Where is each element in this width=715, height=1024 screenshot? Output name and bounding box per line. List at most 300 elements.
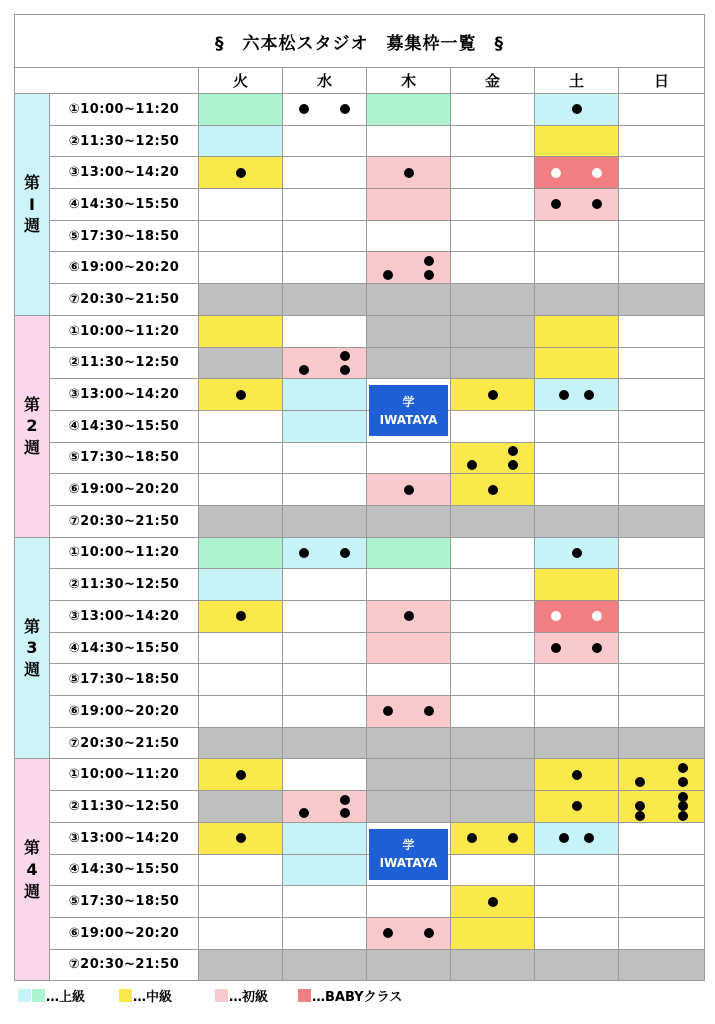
day-header: 木 xyxy=(367,68,451,94)
table-row xyxy=(15,284,705,316)
iwataya-badge xyxy=(369,829,448,880)
day-header: 土 xyxy=(535,68,619,94)
time-slot: ②11:30~12:50 xyxy=(50,791,199,823)
time-slot: ④14:30~15:50 xyxy=(50,854,199,886)
availability-dot xyxy=(424,928,434,938)
availability-dot xyxy=(340,351,350,361)
schedule-cell xyxy=(199,379,283,411)
time-slot: ⑦20:30~21:50 xyxy=(50,727,199,759)
schedule-cell xyxy=(367,664,451,696)
availability-dot xyxy=(236,611,246,621)
availability-dot xyxy=(340,365,350,375)
week-label xyxy=(15,94,50,316)
schedule-body xyxy=(15,94,705,981)
schedule-cell xyxy=(619,410,705,442)
availability-dot xyxy=(488,390,498,400)
week-label-char: 第 xyxy=(23,616,40,636)
schedule-cell xyxy=(535,569,619,601)
schedule-cell xyxy=(535,442,619,474)
schedule-cell xyxy=(199,94,283,126)
table-row xyxy=(15,759,705,791)
availability-dot xyxy=(299,104,309,114)
schedule-cell xyxy=(619,94,705,126)
availability-dot xyxy=(299,365,309,375)
day-header-row xyxy=(15,68,705,94)
schedule-cell xyxy=(367,347,451,379)
week-label-char: 3 xyxy=(26,638,38,658)
day-header: 火 xyxy=(199,68,283,94)
badge-line: IWATAYA xyxy=(379,856,438,871)
badge-line: IWATAYA xyxy=(379,412,438,427)
time-slot: ②11:30~12:50 xyxy=(50,125,199,157)
availability-dot xyxy=(551,199,561,209)
availability-dot xyxy=(551,168,561,178)
time-slot: ⑥19:00~20:20 xyxy=(50,696,199,728)
schedule-cell xyxy=(451,410,535,442)
table-row xyxy=(15,474,705,506)
availability-dot xyxy=(299,808,309,818)
table-row xyxy=(15,379,705,411)
schedule-cell xyxy=(283,759,367,791)
schedule-cell xyxy=(619,917,705,949)
schedule-cell xyxy=(535,189,619,221)
schedule-cell xyxy=(283,822,367,854)
week-label xyxy=(15,537,50,759)
schedule-cell xyxy=(199,220,283,252)
schedule-cell xyxy=(451,727,535,759)
availability-dot xyxy=(404,611,414,621)
schedule-cell xyxy=(451,822,535,854)
schedule-cell xyxy=(619,220,705,252)
schedule-cell xyxy=(451,220,535,252)
schedule-cell xyxy=(199,505,283,537)
schedule-cell xyxy=(451,917,535,949)
schedule-cell xyxy=(619,696,705,728)
badge-line: 学 xyxy=(402,838,415,853)
schedule-cell xyxy=(367,537,451,569)
availability-dot xyxy=(340,548,350,558)
schedule-cell xyxy=(535,949,619,981)
week-label-char: 週 xyxy=(23,438,40,458)
schedule-cell xyxy=(619,442,705,474)
week-label-char: 週 xyxy=(23,216,40,236)
schedule-cell xyxy=(451,886,535,918)
schedule-cell xyxy=(199,315,283,347)
week-label-char: 週 xyxy=(23,881,40,901)
schedule-cell xyxy=(367,220,451,252)
schedule-cell xyxy=(283,917,367,949)
availability-dot xyxy=(488,897,498,907)
schedule-cell xyxy=(367,886,451,918)
schedule-cell xyxy=(283,569,367,601)
schedule-cell xyxy=(283,664,367,696)
table-row xyxy=(15,94,705,126)
schedule-cell xyxy=(451,632,535,664)
schedule-cell xyxy=(535,917,619,949)
day-header: 金 xyxy=(451,68,535,94)
iwataya-badge xyxy=(369,385,448,436)
schedule-cell xyxy=(535,601,619,633)
schedule-cell xyxy=(619,157,705,189)
week-label-char: 4 xyxy=(26,860,38,880)
time-slot: ⑥19:00~20:20 xyxy=(50,917,199,949)
schedule-cell xyxy=(535,284,619,316)
table-row xyxy=(15,252,705,284)
schedule-cell xyxy=(451,252,535,284)
availability-dot xyxy=(383,270,393,280)
time-slot: ⑦20:30~21:50 xyxy=(50,284,199,316)
availability-dot xyxy=(592,199,602,209)
table-row xyxy=(15,569,705,601)
schedule-cell xyxy=(619,854,705,886)
schedule-cell xyxy=(199,632,283,664)
schedule-cell xyxy=(451,157,535,189)
schedule-cell xyxy=(451,854,535,886)
table-row xyxy=(15,189,705,221)
day-header: 日 xyxy=(619,68,705,94)
availability-dot xyxy=(592,643,602,653)
schedule-cell xyxy=(367,632,451,664)
table-row xyxy=(15,632,705,664)
availability-dot xyxy=(559,390,569,400)
availability-dot xyxy=(678,792,688,802)
schedule-cell xyxy=(283,854,367,886)
week-label-char: 2 xyxy=(26,416,38,436)
table-row xyxy=(15,125,705,157)
schedule-cell xyxy=(283,347,367,379)
time-slot: ⑤17:30~18:50 xyxy=(50,886,199,918)
schedule-cell xyxy=(451,569,535,601)
table-row xyxy=(15,696,705,728)
schedule-cell xyxy=(535,854,619,886)
schedule-cell xyxy=(451,94,535,126)
schedule-cell xyxy=(283,220,367,252)
schedule-cell xyxy=(199,759,283,791)
schedule-cell xyxy=(535,94,619,126)
legend-item-baby xyxy=(298,986,402,1005)
time-slot: ①10:00~11:20 xyxy=(50,537,199,569)
schedule-cell xyxy=(619,189,705,221)
schedule-cell xyxy=(451,315,535,347)
schedule-cell xyxy=(619,569,705,601)
schedule-cell xyxy=(283,252,367,284)
schedule-cell xyxy=(619,727,705,759)
availability-dot xyxy=(635,811,645,821)
week-label-char: 週 xyxy=(23,659,40,679)
table-row xyxy=(15,157,705,189)
table-row xyxy=(15,727,705,759)
time-slot: ②11:30~12:50 xyxy=(50,347,199,379)
schedule-cell xyxy=(619,315,705,347)
schedule-cell xyxy=(619,949,705,981)
schedule-cell xyxy=(535,157,619,189)
schedule-table xyxy=(14,14,705,981)
schedule-cell xyxy=(367,442,451,474)
schedule-cell xyxy=(199,727,283,759)
schedule-cell xyxy=(283,315,367,347)
time-slot: ①10:00~11:20 xyxy=(50,94,199,126)
schedule-cell xyxy=(367,157,451,189)
table-row xyxy=(15,949,705,981)
schedule-cell xyxy=(451,347,535,379)
schedule-cell xyxy=(535,379,619,411)
schedule-cell xyxy=(535,759,619,791)
table-row xyxy=(15,664,705,696)
week-label-char: 第 xyxy=(23,394,40,414)
schedule-cell xyxy=(619,822,705,854)
time-slot: ②11:30~12:50 xyxy=(50,569,199,601)
table-row xyxy=(15,220,705,252)
schedule-cell xyxy=(199,917,283,949)
schedule-cell xyxy=(283,410,367,442)
schedule-cell xyxy=(283,125,367,157)
availability-dot xyxy=(635,801,645,811)
schedule-cell xyxy=(199,252,283,284)
availability-dot xyxy=(572,104,582,114)
schedule-cell xyxy=(283,537,367,569)
schedule-cell xyxy=(451,759,535,791)
availability-dot xyxy=(572,770,582,780)
schedule-cell xyxy=(619,505,705,537)
schedule-cell xyxy=(619,347,705,379)
schedule-cell xyxy=(283,601,367,633)
schedule-cell xyxy=(199,886,283,918)
schedule-cell xyxy=(283,727,367,759)
legend-item-advanced xyxy=(18,986,85,1005)
schedule-cell xyxy=(367,759,451,791)
schedule-cell xyxy=(367,696,451,728)
time-slot: ①10:00~11:20 xyxy=(50,315,199,347)
availability-dot xyxy=(236,390,246,400)
schedule-cell xyxy=(535,252,619,284)
availability-dot xyxy=(678,801,688,811)
availability-dot xyxy=(467,460,477,470)
schedule-cell xyxy=(283,632,367,664)
availability-dot xyxy=(424,256,434,266)
availability-dot xyxy=(592,168,602,178)
schedule-cell xyxy=(535,410,619,442)
time-slot: ⑦20:30~21:50 xyxy=(50,505,199,537)
availability-dot xyxy=(508,833,518,843)
schedule-cell xyxy=(535,822,619,854)
schedule-cell xyxy=(619,125,705,157)
time-slot: ⑤17:30~18:50 xyxy=(50,664,199,696)
availability-dot xyxy=(236,168,246,178)
legend-swatch xyxy=(18,989,31,1002)
table-row xyxy=(15,917,705,949)
time-slot: ④14:30~15:50 xyxy=(50,189,199,221)
schedule-cell xyxy=(283,442,367,474)
availability-dot xyxy=(488,485,498,495)
schedule-cell xyxy=(535,537,619,569)
schedule-cell xyxy=(619,664,705,696)
schedule-cell xyxy=(283,379,367,411)
availability-dot xyxy=(404,168,414,178)
schedule-cell xyxy=(283,696,367,728)
legend-label: …上級 xyxy=(46,990,86,1005)
time-slot: ⑤17:30~18:50 xyxy=(50,442,199,474)
schedule-cell xyxy=(619,759,705,791)
table-row xyxy=(15,410,705,442)
availability-dot xyxy=(340,795,350,805)
schedule-cell xyxy=(367,727,451,759)
availability-dot xyxy=(299,548,309,558)
time-slot: ④14:30~15:50 xyxy=(50,410,199,442)
corner-cell xyxy=(15,68,199,94)
schedule-cell xyxy=(199,442,283,474)
schedule-cell xyxy=(451,664,535,696)
availability-dot xyxy=(572,801,582,811)
schedule-cell xyxy=(199,189,283,221)
time-slot: ①10:00~11:20 xyxy=(50,759,199,791)
availability-dot xyxy=(340,808,350,818)
schedule-cell xyxy=(451,474,535,506)
schedule-cell xyxy=(451,601,535,633)
schedule-cell xyxy=(535,664,619,696)
schedule-cell xyxy=(367,569,451,601)
availability-dot xyxy=(584,833,594,843)
week-label xyxy=(15,315,50,537)
legend-label: …初級 xyxy=(229,990,269,1005)
week-label-char: 第 xyxy=(23,838,40,858)
table-row xyxy=(15,442,705,474)
week-label xyxy=(15,759,50,981)
legend-label: …BABYクラス xyxy=(312,990,403,1005)
availability-dot xyxy=(559,833,569,843)
table-row xyxy=(15,791,705,823)
availability-dot xyxy=(678,763,688,773)
legend-swatch xyxy=(298,989,311,1002)
schedule-cell xyxy=(199,664,283,696)
schedule-cell xyxy=(451,949,535,981)
schedule-cell xyxy=(535,791,619,823)
schedule-cell xyxy=(619,474,705,506)
schedule-cell xyxy=(367,379,451,427)
legend-item-intermediate xyxy=(119,986,172,1005)
schedule-cell xyxy=(199,854,283,886)
schedule-cell xyxy=(535,474,619,506)
schedule-cell xyxy=(619,601,705,633)
schedule-cell xyxy=(535,315,619,347)
schedule-cell xyxy=(451,379,535,411)
schedule-cell xyxy=(283,94,367,126)
time-slot: ⑤17:30~18:50 xyxy=(50,220,199,252)
schedule-cell xyxy=(367,315,451,347)
availability-dot xyxy=(424,706,434,716)
time-slot: ③13:00~14:20 xyxy=(50,601,199,633)
schedule-cell xyxy=(199,696,283,728)
schedule-cell xyxy=(199,284,283,316)
schedule-cell xyxy=(619,791,705,823)
schedule-cell xyxy=(283,949,367,981)
schedule-cell xyxy=(283,505,367,537)
schedule-cell xyxy=(283,189,367,221)
schedule-cell xyxy=(619,886,705,918)
legend-label: …中級 xyxy=(133,990,173,1005)
availability-dot xyxy=(592,611,602,621)
legend-swatch xyxy=(32,989,45,1002)
schedule-cell xyxy=(619,537,705,569)
schedule-cell xyxy=(199,410,283,442)
time-slot: ③13:00~14:20 xyxy=(50,379,199,411)
legend-swatch xyxy=(215,989,228,1002)
schedule-cell xyxy=(199,791,283,823)
schedule-cell xyxy=(199,537,283,569)
schedule-cell xyxy=(367,252,451,284)
schedule-cell xyxy=(535,696,619,728)
legend-swatch xyxy=(119,989,132,1002)
schedule-cell xyxy=(199,347,283,379)
schedule-cell xyxy=(367,94,451,126)
schedule-cell xyxy=(451,125,535,157)
schedule-cell xyxy=(283,886,367,918)
day-header: 水 xyxy=(283,68,367,94)
schedule-cell xyxy=(283,474,367,506)
schedule-cell xyxy=(199,949,283,981)
schedule-cell xyxy=(283,791,367,823)
schedule-cell xyxy=(619,252,705,284)
availability-dot xyxy=(508,446,518,456)
time-slot: ③13:00~14:20 xyxy=(50,822,199,854)
schedule-cell xyxy=(283,157,367,189)
availability-dot xyxy=(508,460,518,470)
schedule-cell xyxy=(367,822,451,871)
schedule-cell xyxy=(619,284,705,316)
table-row xyxy=(15,347,705,379)
availability-dot xyxy=(340,104,350,114)
schedule-cell xyxy=(367,125,451,157)
schedule-cell xyxy=(451,537,535,569)
schedule-cell xyxy=(367,474,451,506)
availability-dot xyxy=(635,777,645,787)
time-slot: ③13:00~14:20 xyxy=(50,157,199,189)
week-label-char: 第 xyxy=(23,173,40,193)
availability-dot xyxy=(236,833,246,843)
schedule-cell xyxy=(451,284,535,316)
time-slot: ⑥19:00~20:20 xyxy=(50,252,199,284)
schedule-cell xyxy=(367,189,451,221)
schedule-cell xyxy=(535,125,619,157)
availability-dot xyxy=(383,706,393,716)
time-slot: ⑥19:00~20:20 xyxy=(50,474,199,506)
time-slot: ④14:30~15:50 xyxy=(50,632,199,664)
schedule-cell xyxy=(367,505,451,537)
schedule-cell xyxy=(367,791,451,823)
schedule-cell xyxy=(619,632,705,664)
availability-dot xyxy=(236,770,246,780)
schedule-cell xyxy=(535,220,619,252)
week-label-char: Ⅰ xyxy=(29,194,35,214)
availability-dot xyxy=(584,390,594,400)
schedule-cell xyxy=(451,442,535,474)
table-row xyxy=(15,601,705,633)
availability-dot xyxy=(572,548,582,558)
badge-line: 学 xyxy=(402,394,415,409)
schedule-cell xyxy=(283,284,367,316)
availability-dot xyxy=(467,833,477,843)
schedule-cell xyxy=(199,822,283,854)
availability-dot xyxy=(551,611,561,621)
schedule-cell xyxy=(367,284,451,316)
table-row xyxy=(15,315,705,347)
schedule-cell xyxy=(451,696,535,728)
availability-dot xyxy=(551,643,561,653)
schedule-cell xyxy=(199,157,283,189)
schedule-cell xyxy=(619,379,705,411)
schedule-cell xyxy=(535,632,619,664)
schedule-cell xyxy=(199,474,283,506)
page-title: § 六本松スタジオ 募集枠一覧 § xyxy=(15,15,705,68)
